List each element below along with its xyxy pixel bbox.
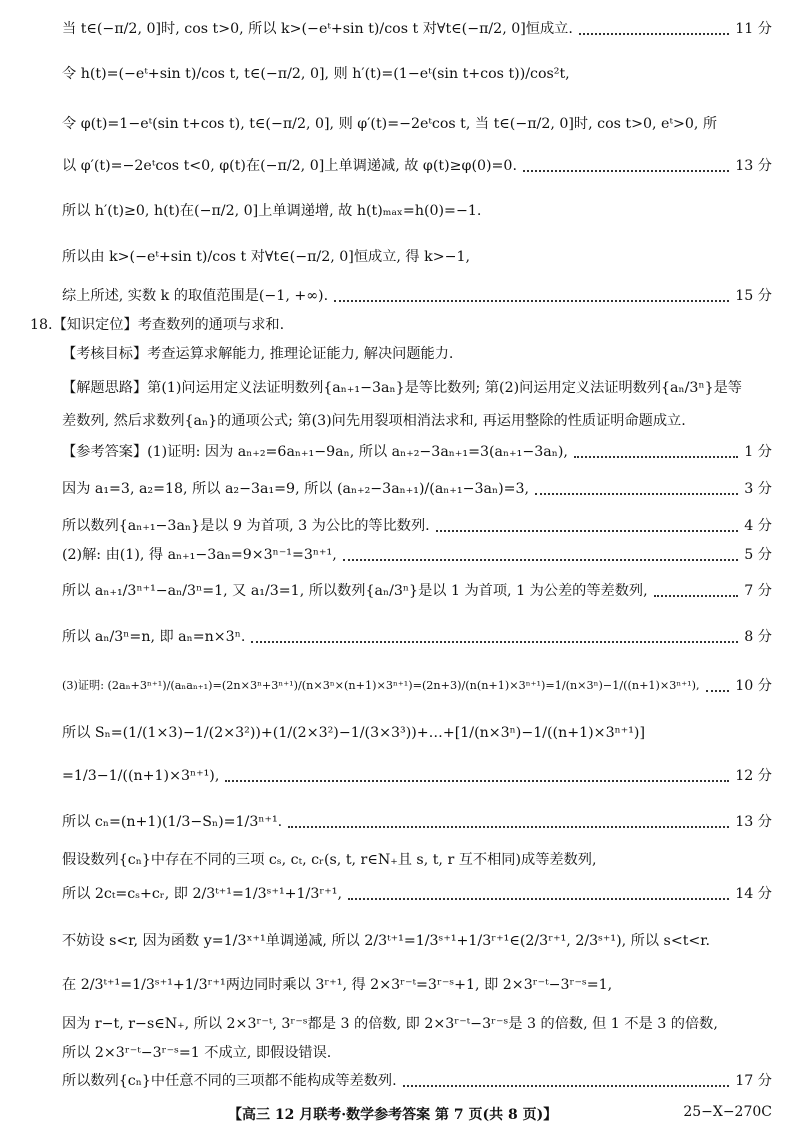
score-label: 14 分 <box>735 886 772 902</box>
line-text: 不妨设 s<r, 因为函数 y=1/3ˣ⁺¹单调递减, 所以 2/3ᵗ⁺¹=1/3ˢ⁺¹+1/3ʳ⁺¹∈(2/3ʳ⁺¹, 2/3ˢ⁺¹), 所以 s<t<r. <box>62 933 711 949</box>
line-text: 18.【知识定位】考查数列的通项与求和. <box>30 317 285 333</box>
solution-line <box>62 1013 772 1035</box>
solution-line <box>62 765 772 787</box>
line-text: 令 h(t)=(−eᵗ+sin t)/cos t, t∈(−π/2, 0], 则 h′(t)=(1−eᵗ(sin t+cos t))/cos²t, <box>62 66 570 82</box>
line-text: 所以 2×3ʳ⁻ᵗ−3ʳ⁻ˢ=1 不成立, 即假设错误. <box>62 1045 332 1061</box>
leader-dots <box>579 23 729 35</box>
line-text: (2)解: 由(1), 得 aₙ₊₁−3aₙ=9×3ⁿ⁻¹=3ⁿ⁺¹, <box>62 547 337 563</box>
solution-line <box>62 626 772 648</box>
leader-dots <box>706 680 730 692</box>
line-text: 所以 aₙ₊₁/3ⁿ⁺¹−aₙ/3ⁿ=1, 又 a₁/3=1, 所以数列{aₙ/3ⁿ}是以 1 为首项, 1 为公差的等差数列, <box>62 583 648 599</box>
leader-dots <box>654 585 739 597</box>
line-text: 假设数列{cₙ}中存在不同的三项 cₛ, cₜ, cᵣ(s, t, r∈N₊且 s, t, r 互不相同)成等差数列, <box>62 852 597 868</box>
leader-dots <box>288 816 729 828</box>
leader-dots <box>523 160 729 172</box>
solution-line <box>62 1042 772 1064</box>
score-label: 13 分 <box>735 814 772 830</box>
line-text: 在 2/3ᵗ⁺¹=1/3ˢ⁺¹+1/3ʳ⁺¹两边同时乘以 3ʳ⁺¹, 得 2×3ʳ⁻ᵗ=3ʳ⁻ˢ+1, 即 2×3ʳ⁻ᵗ−3ʳ⁻ˢ=1, <box>62 977 613 993</box>
line-text: 【解题思路】第(1)问运用定义法证明数列{aₙ₊₁−3aₙ}是等比数列; 第(2)问运用定义法证明数列{aₙ/3ⁿ}是等 <box>62 380 742 396</box>
line-text: 所以 h′(t)≥0, h(t)在(−π/2, 0]上单调递增, 故 h(t)ₘₐₓ=h(0)=−1. <box>62 203 482 219</box>
line-text: 综上所述, 实数 k 的取值范围是(−1, +∞). <box>62 288 329 304</box>
score-label: 10 分 <box>735 678 772 694</box>
leader-dots <box>343 549 739 561</box>
solution-line <box>62 377 772 399</box>
solution-line <box>62 722 772 744</box>
line-text: 差数列, 然后求数列{aₙ}的通项公式; 第(3)问先用裂项相消法求和, 再运用整除的性质证明命题成立. <box>62 413 686 429</box>
line-text: 所以数列{aₙ₊₁−3aₙ}是以 9 为首项, 3 为公比的等比数列. <box>62 518 430 534</box>
line-text: 所以 2cₜ=cₛ+cᵣ, 即 2/3ᵗ⁺¹=1/3ˢ⁺¹+1/3ʳ⁺¹, <box>62 886 342 902</box>
solution-line <box>62 113 772 135</box>
solution-line <box>62 811 772 833</box>
line-text: 【考核目标】考查运算求解能力, 推理论证能力, 解决问题能力. <box>62 346 454 362</box>
footer-code: 25−X−270C <box>683 1104 772 1120</box>
leader-dots <box>436 520 739 532</box>
score-label: 12 分 <box>735 768 772 784</box>
score-label: 1 分 <box>744 444 772 460</box>
score-label: 7 分 <box>744 583 772 599</box>
leader-dots <box>403 1075 730 1087</box>
line-text: 因为 r−t, r−s∈N₊, 所以 2×3ʳ⁻ᵗ, 3ʳ⁻ˢ都是 3 的倍数, 即 2×3ʳ⁻ᵗ−3ʳ⁻ˢ是 3 的倍数, 但 1 不是 3 的倍数, <box>62 1016 718 1032</box>
score-label: 17 分 <box>735 1073 772 1089</box>
line-text: 所以数列{cₙ}中任意不同的三项都不能构成等差数列. <box>62 1073 397 1089</box>
leader-dots <box>535 483 738 495</box>
problem-heading <box>30 314 772 336</box>
line-text: 因为 a₁=3, a₂=18, 所以 a₂−3a₁=9, 所以 (aₙ₊₂−3aₙ₊₁)/(aₙ₊₁−3aₙ)=3, <box>62 481 530 497</box>
score-label: 3 分 <box>744 481 772 497</box>
line-text: =1/3−1/((n+1)×3ⁿ⁺¹), <box>62 768 220 784</box>
score-label: 8 分 <box>744 629 772 645</box>
leader-dots <box>225 770 729 782</box>
score-label: 13 分 <box>735 158 772 174</box>
solution-line <box>62 930 772 952</box>
solution-line <box>62 580 772 602</box>
leader-dots <box>348 888 729 900</box>
line-text: 所以 Sₙ=(1/(1×3)−1/(2×3²))+(1/(2×3²)−1/(3×3³))+…+[1/(n×3ⁿ)−1/((n+1)×3ⁿ⁺¹)] <box>62 725 645 741</box>
solution-line <box>62 849 772 871</box>
line-text: 所以由 k>(−eᵗ+sin t)/cos t 对∀t∈(−π/2, 0]恒成立, 得 k>−1, <box>62 249 471 265</box>
solution-line <box>62 883 772 905</box>
score-label: 5 分 <box>744 547 772 563</box>
score-label: 15 分 <box>735 288 772 304</box>
line-text: 【参考答案】(1)证明: 因为 aₙ₊₂=6aₙ₊₁−9aₙ, 所以 aₙ₊₂−3aₙ₊₁=3(aₙ₊₁−3aₙ), <box>62 444 568 460</box>
line-text: 当 t∈(−π/2, 0]时, cos t>0, 所以 k>(−eᵗ+sin t)/cos t 对∀t∈(−π/2, 0]恒成立. <box>62 21 573 37</box>
solution-line <box>62 18 772 40</box>
solution-line <box>62 285 772 307</box>
solution-line <box>62 200 772 222</box>
line-text: (3)证明: (2aₙ+3ⁿ⁺¹)/(aₙaₙ₊₁)=(2n×3ⁿ+3ⁿ⁺¹)/(n×3ⁿ×(n+1)×3ⁿ⁺¹)=(2n+3)/(n(n+1)×3ⁿ⁺¹)=1/(n×3ⁿ)−1/((n+1)×3ⁿ⁺¹), <box>62 679 700 692</box>
solution-line <box>62 343 772 365</box>
leader-dots <box>251 631 738 643</box>
leader-dots <box>574 446 738 458</box>
score-label: 4 分 <box>744 518 772 534</box>
solution-line <box>62 515 772 537</box>
leader-dots <box>334 290 729 302</box>
solution-line <box>62 410 772 432</box>
score-label: 11 分 <box>735 21 772 37</box>
solution-line <box>62 974 772 996</box>
line-text: 所以 cₙ=(n+1)(1/3−Sₙ)=1/3ⁿ⁺¹. <box>62 814 283 830</box>
page-footer <box>0 1104 800 1128</box>
line-text: 所以 aₙ/3ⁿ=n, 即 aₙ=n×3ⁿ. <box>62 629 246 645</box>
solution-line <box>62 675 772 697</box>
solution-line <box>62 1070 772 1092</box>
solution-line <box>62 63 772 85</box>
line-text: 令 φ(t)=1−eᵗ(sin t+cos t), t∈(−π/2, 0], 则 φ′(t)=−2eᵗcos t, 当 t∈(−π/2, 0]时, cos t>0, eᵗ>0, 所 <box>62 116 718 132</box>
solution-line <box>62 478 772 500</box>
solution-line <box>62 155 772 177</box>
footer-title: 【高三 12 月联考·数学参考答案 第 7 页(共 8 页)】 <box>228 1107 558 1123</box>
solution-line <box>62 544 772 566</box>
line-text: 以 φ′(t)=−2eᵗcos t<0, φ(t)在(−π/2, 0]上单调递减, 故 φ(t)≥φ(0)=0. <box>62 158 517 174</box>
solution-line <box>62 441 772 463</box>
solution-line <box>62 246 772 268</box>
